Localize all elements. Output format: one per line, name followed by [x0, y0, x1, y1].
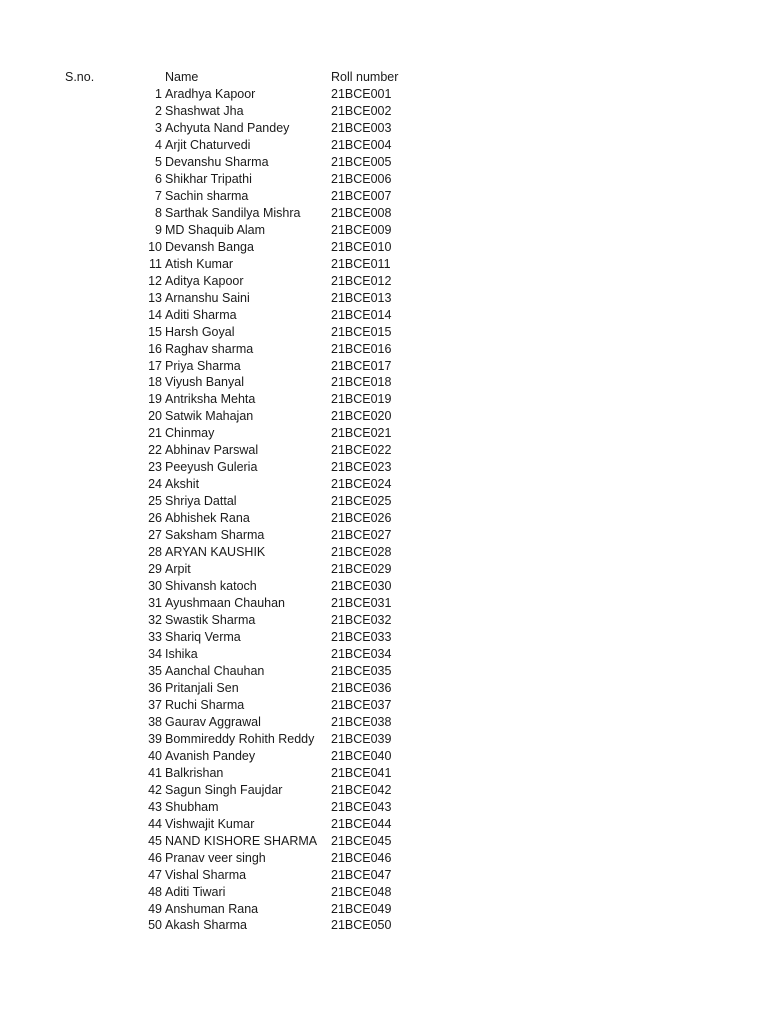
cell-name: Ayushmaan Chauhan — [165, 596, 285, 611]
student-roll-list — [0, 69, 768, 934]
cell-sno: 36 — [148, 680, 162, 695]
cell-roll-number: 21BCE041 — [331, 765, 392, 780]
cell-sno: 25 — [148, 494, 162, 509]
cell-roll-number: 21BCE011 — [331, 256, 391, 271]
cell-name: Shubham — [165, 799, 219, 814]
cell-roll-number: 21BCE002 — [331, 103, 392, 118]
cell-sno: 49 — [148, 901, 162, 916]
cell-name: Saksham Sharma — [165, 528, 265, 543]
cell-roll-number: 21BCE020 — [331, 409, 392, 424]
cell-name: ARYAN KAUSHIK — [165, 545, 266, 560]
cell-sno: 28 — [148, 545, 162, 560]
table-row — [0, 917, 768, 934]
cell-name: Harsh Goyal — [165, 324, 235, 339]
cell-name: Avanish Pandey — [165, 748, 256, 763]
table-row — [0, 273, 768, 290]
cell-name: Gaurav Aggrawal — [165, 714, 261, 729]
cell-roll-number: 21BCE027 — [331, 528, 392, 543]
table-row — [0, 103, 768, 120]
table-row — [0, 137, 768, 154]
cell-name: Vishwajit Kumar — [165, 816, 255, 831]
table-row — [0, 867, 768, 884]
cell-sno: 33 — [148, 630, 162, 644]
cell-roll-number: 21BCE026 — [331, 511, 392, 526]
table-row — [0, 816, 768, 833]
table-row — [0, 595, 768, 612]
cell-roll-number: 21BCE036 — [331, 680, 392, 695]
cell-sno: 24 — [148, 477, 162, 492]
table-row — [0, 561, 768, 578]
cell-name: Atish Kumar — [165, 256, 234, 271]
cell-roll-number: 21BCE039 — [331, 731, 392, 746]
cell-sno: 31 — [148, 596, 162, 611]
table-row — [0, 205, 768, 222]
cell-roll-number: 21BCE044 — [331, 816, 392, 831]
cell-roll-number: 21BCE025 — [331, 494, 392, 509]
cell-roll-number: 21BCE012 — [331, 273, 392, 288]
cell-sno: 26 — [148, 511, 162, 526]
header-row — [0, 69, 768, 86]
cell-roll-number: 21BCE015 — [331, 324, 392, 339]
cell-roll-number: 21BCE038 — [331, 714, 392, 729]
cell-name: Sachin sharma — [165, 188, 249, 203]
cell-name: Akshit — [165, 477, 200, 492]
cell-name: Satwik Mahajan — [165, 409, 254, 424]
cell-sno: 11 — [149, 256, 162, 271]
cell-sno: 40 — [148, 748, 162, 763]
cell-sno: 48 — [148, 884, 162, 899]
cell-sno: 30 — [148, 579, 162, 594]
table-row — [0, 680, 768, 697]
cell-roll-number: 21BCE007 — [331, 188, 392, 203]
cell-name: Pranav veer singh — [165, 850, 266, 865]
cell-sno: 23 — [148, 460, 162, 475]
table-row — [0, 86, 768, 103]
cell-sno: 44 — [148, 816, 162, 831]
cell-roll-number: 21BCE024 — [331, 477, 392, 492]
cell-roll-number: 21BCE010 — [331, 239, 392, 254]
cell-name: Sagun Singh Faujdar — [165, 782, 283, 797]
cell-sno: 8 — [155, 205, 162, 220]
cell-roll-number: 21BCE030 — [331, 579, 392, 594]
table-row — [0, 544, 768, 561]
cell-sno: 19 — [148, 392, 162, 407]
cell-name: Vishal Sharma — [165, 867, 247, 882]
cell-sno: 34 — [148, 646, 162, 661]
cell-roll-number: 21BCE034 — [331, 646, 392, 661]
cell-roll-number: 21BCE029 — [331, 562, 392, 577]
cell-sno: 10 — [148, 239, 162, 254]
cell-name: Shivansh katoch — [165, 579, 257, 594]
cell-name: Ishika — [165, 646, 198, 661]
table-row — [0, 765, 768, 782]
rows-container — [0, 86, 768, 934]
cell-roll-number: 21BCE047 — [331, 867, 392, 882]
cell-roll-number: 21BCE031 — [331, 596, 392, 611]
cell-sno: 45 — [148, 833, 162, 848]
cell-name: Pritanjali Sen — [165, 680, 239, 695]
cell-roll-number: 21BCE043 — [331, 799, 392, 814]
cell-name: Chinmay — [165, 426, 215, 441]
cell-roll-number: 21BCE008 — [331, 205, 392, 220]
cell-name: Shariq Verma — [165, 630, 241, 644]
cell-sno: 50 — [148, 918, 162, 933]
cell-name: Bommireddy Rohith Reddy — [165, 731, 315, 746]
cell-sno: 2 — [155, 103, 162, 118]
cell-name: Peeyush Guleria — [165, 460, 258, 475]
cell-name: Arjit Chaturvedi — [165, 137, 251, 152]
cell-name: MD Shaquib Alam — [165, 222, 266, 237]
cell-name: Priya Sharma — [165, 358, 241, 373]
cell-sno: 16 — [148, 341, 162, 356]
cell-roll-number: 21BCE001 — [331, 87, 392, 101]
header-sno: S.no. — [65, 70, 95, 84]
table-row — [0, 612, 768, 629]
cell-roll-number: 21BCE009 — [331, 222, 392, 237]
cell-sno: 29 — [148, 562, 162, 577]
cell-sno: 27 — [148, 528, 162, 543]
cell-name: Shriya Dattal — [165, 494, 237, 509]
cell-sno: 47 — [148, 867, 162, 882]
table-row — [0, 493, 768, 510]
cell-sno: 15 — [148, 324, 162, 339]
cell-roll-number: 21BCE023 — [331, 460, 392, 475]
table-row — [0, 850, 768, 867]
table-row — [0, 341, 768, 358]
cell-name: Aanchal Chauhan — [165, 663, 265, 678]
cell-name: Akash Sharma — [165, 918, 247, 933]
cell-roll-number: 21BCE033 — [331, 630, 392, 644]
cell-roll-number: 21BCE013 — [331, 290, 392, 305]
cell-name: Arpit — [165, 562, 191, 577]
table-row — [0, 527, 768, 544]
table-row — [0, 901, 768, 918]
cell-name: Sarthak Sandilya Mishra — [165, 205, 301, 220]
cell-name: Achyuta Nand Pandey — [165, 120, 290, 135]
cell-roll-number: 21BCE021 — [331, 426, 392, 441]
table-row — [0, 476, 768, 493]
cell-name: Devansh Banga — [165, 239, 254, 254]
cell-roll-number: 21BCE019 — [331, 392, 392, 407]
cell-roll-number: 21BCE048 — [331, 884, 392, 899]
cell-sno: 6 — [155, 171, 162, 186]
cell-sno: 18 — [148, 375, 162, 390]
cell-sno: 32 — [148, 613, 162, 628]
table-row — [0, 748, 768, 765]
cell-name: Swastik Sharma — [165, 613, 256, 628]
cell-sno: 38 — [148, 714, 162, 729]
cell-roll-number: 21BCE042 — [331, 782, 392, 797]
cell-name: NAND KISHORE SHARMA — [165, 833, 318, 848]
cell-name: Arnanshu Saini — [165, 290, 250, 305]
cell-roll-number: 21BCE014 — [331, 307, 392, 322]
table-row — [0, 782, 768, 799]
cell-roll-number: 21BCE035 — [331, 663, 392, 678]
table-row — [0, 120, 768, 137]
cell-roll-number: 21BCE005 — [331, 154, 392, 169]
header-name: Name — [165, 70, 199, 84]
cell-roll-number: 21BCE018 — [331, 375, 392, 390]
cell-roll-number: 21BCE003 — [331, 120, 392, 135]
cell-roll-number: 21BCE046 — [331, 850, 392, 865]
cell-name: Balkrishan — [165, 765, 224, 780]
header-roll-number: Roll number — [331, 70, 399, 84]
table-row — [0, 663, 768, 680]
table-row — [0, 697, 768, 714]
cell-name: Aditya Kapoor — [165, 273, 244, 288]
cell-sno: 37 — [148, 697, 162, 712]
table-row — [0, 256, 768, 273]
cell-name: Ruchi Sharma — [165, 697, 245, 712]
cell-sno: 14 — [148, 307, 162, 322]
table-row — [0, 425, 768, 442]
cell-roll-number: 21BCE022 — [331, 443, 392, 458]
cell-roll-number: 21BCE032 — [331, 613, 392, 628]
cell-roll-number: 21BCE037 — [331, 697, 392, 712]
cell-roll-number: 21BCE004 — [331, 137, 392, 152]
cell-sno: 20 — [148, 409, 162, 424]
cell-sno: 35 — [148, 663, 162, 678]
cell-sno: 3 — [155, 120, 162, 135]
cell-name: Shikhar Tripathi — [165, 171, 252, 186]
cell-roll-number: 21BCE049 — [331, 901, 392, 916]
cell-sno: 7 — [155, 188, 162, 203]
table-row — [0, 239, 768, 256]
cell-sno: 4 — [155, 137, 162, 152]
cell-name: Anshuman Rana — [165, 901, 259, 916]
cell-sno: 9 — [155, 222, 162, 237]
table-row — [0, 307, 768, 324]
cell-roll-number: 21BCE040 — [331, 748, 392, 763]
cell-name: Raghav sharma — [165, 341, 254, 356]
table-row — [0, 510, 768, 527]
table-row — [0, 459, 768, 476]
cell-name: Aradhya Kapoor — [165, 87, 256, 101]
cell-name: Shashwat Jha — [165, 103, 244, 118]
table-row — [0, 646, 768, 663]
cell-sno: 17 — [148, 358, 162, 373]
cell-sno: 5 — [155, 154, 162, 169]
cell-name: Aditi Tiwari — [165, 884, 226, 899]
table-row — [0, 578, 768, 595]
table-row — [0, 188, 768, 205]
table-row — [0, 442, 768, 459]
table-row — [0, 884, 768, 901]
cell-name: Abhinav Parswal — [165, 443, 259, 458]
cell-sno: 43 — [148, 799, 162, 814]
table-row — [0, 222, 768, 239]
table-row — [0, 714, 768, 731]
cell-sno: 42 — [148, 782, 162, 797]
table-row — [0, 358, 768, 375]
cell-roll-number: 21BCE017 — [331, 358, 392, 373]
cell-roll-number: 21BCE006 — [331, 171, 392, 186]
cell-roll-number: 21BCE016 — [331, 341, 392, 356]
cell-sno: 39 — [148, 731, 162, 746]
cell-name: Abhishek Rana — [165, 511, 250, 526]
cell-sno: 21 — [148, 426, 162, 441]
cell-name: Aditi Sharma — [165, 307, 237, 322]
table-row — [0, 171, 768, 188]
table-row — [0, 324, 768, 341]
table-row — [0, 833, 768, 850]
cell-sno: 41 — [148, 765, 162, 780]
cell-sno: 46 — [148, 850, 162, 865]
table-row — [0, 391, 768, 408]
cell-roll-number: 21BCE050 — [331, 918, 392, 933]
cell-sno: 22 — [148, 443, 162, 458]
cell-sno: 1 — [155, 87, 162, 101]
cell-name: Viyush Banyal — [165, 375, 244, 390]
table-row — [0, 154, 768, 171]
cell-sno: 12 — [148, 273, 162, 288]
table-row — [0, 374, 768, 391]
table-row — [0, 629, 768, 646]
cell-name: Antriksha Mehta — [165, 392, 256, 407]
cell-name: Devanshu Sharma — [165, 154, 269, 169]
table-row — [0, 408, 768, 425]
table-row — [0, 731, 768, 748]
cell-roll-number: 21BCE045 — [331, 833, 392, 848]
table-row — [0, 799, 768, 816]
cell-roll-number: 21BCE028 — [331, 545, 392, 560]
cell-sno: 13 — [148, 290, 162, 305]
table-row — [0, 290, 768, 307]
